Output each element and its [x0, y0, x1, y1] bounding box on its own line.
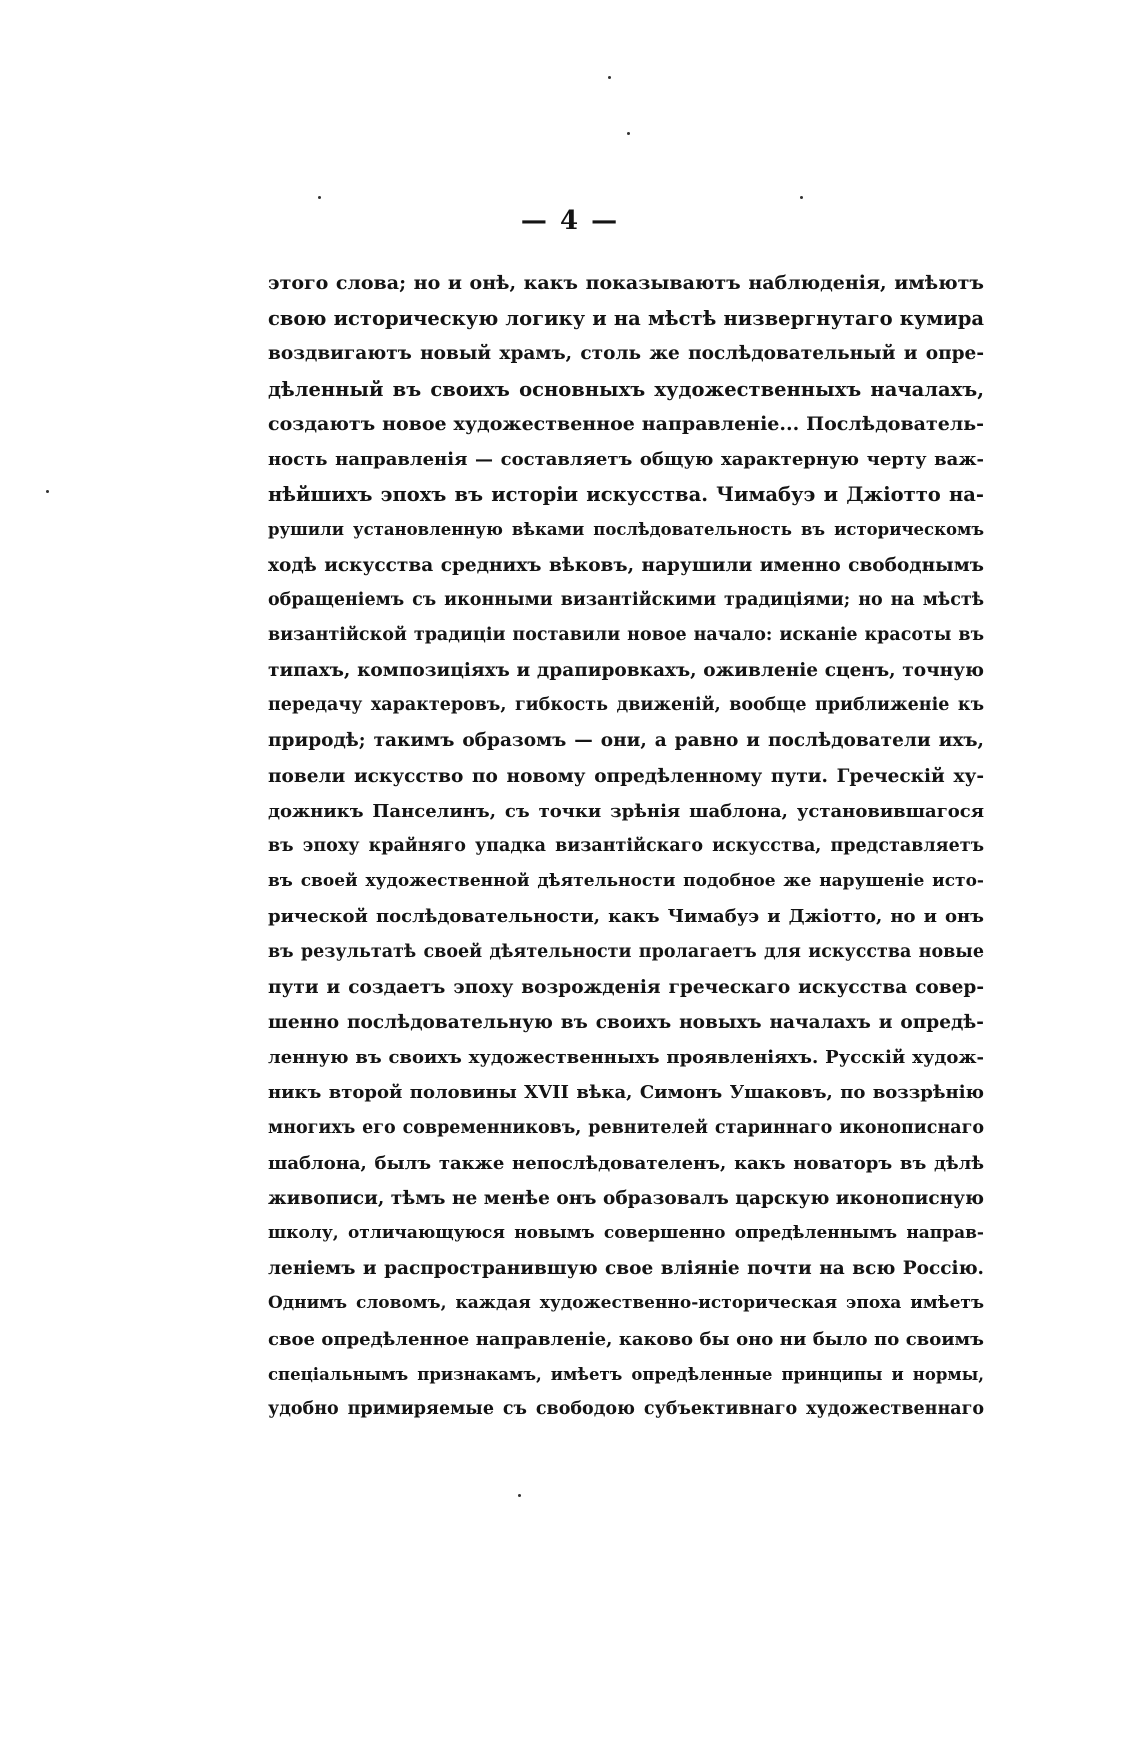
- print-speck: [318, 196, 321, 199]
- body-text: [268, 266, 984, 1427]
- text-line: рушили установленную вѣками послѣдовательность въ историческомъ: [268, 520, 984, 540]
- page-number: — 4 —: [520, 206, 620, 236]
- text-line: повели искусство по новому опредѣленному пути. Греческій ху-: [268, 765, 984, 787]
- text-line: живописи, тѣмъ не менѣе онъ образовалъ царскую иконописную: [268, 1187, 984, 1209]
- text-line: въ эпоху крайняго упадка византійскаго искусства, представляетъ: [268, 836, 984, 856]
- text-line: ленную въ своихъ художественныхъ проявленіяхъ. Русскій худож-: [268, 1047, 984, 1069]
- text-line: никъ второй половины XVII вѣка, Симонъ Ушаковъ, по воззрѣнію: [268, 1082, 984, 1104]
- text-line: удобно примиряемые съ свободою субъективнаго художественнаго: [268, 1399, 984, 1419]
- text-line: Однимъ словомъ, каждая художественно-историческая эпоха имѣетъ: [268, 1293, 984, 1314]
- text-line: воздвигаютъ новый храмъ, столь же послѣдовательный и опре-: [268, 343, 984, 365]
- print-speck: [608, 76, 611, 79]
- text-line: леніемъ и распространившую свое вліяніе почти на всю Россію.: [268, 1258, 984, 1280]
- text-line: спеціальнымъ признакамъ, имѣетъ опредѣленные принципы и нормы,: [268, 1364, 984, 1384]
- text-line: дожникъ Панселинъ, съ точки зрѣнія шаблона, установившагося: [268, 800, 984, 822]
- print-speck: [518, 1494, 521, 1497]
- text-line: свою историческую логику и на мѣстѣ низвергнутаго кумира: [268, 307, 984, 331]
- text-line: создаютъ новое художественное направленіе... Послѣдователь-: [268, 412, 984, 435]
- text-line: рической послѣдовательности, какъ Чимабуэ и Джіотто, но и онъ: [268, 906, 984, 928]
- text-line: дѣленный въ своихъ основныхъ художественныхъ началахъ,: [268, 377, 984, 401]
- text-line: этого слова; но и онѣ, какъ показываютъ наблюденія, имѣютъ: [268, 272, 984, 294]
- text-line: многихъ его современниковъ, ревнителей стариннаго иконописнаго: [268, 1117, 984, 1138]
- text-line: типахъ, композиціяхъ и драпировкахъ, оживленіе сценъ, точную: [268, 660, 984, 682]
- text-line: природѣ; такимъ образомъ — они, а равно и послѣдователи ихъ,: [268, 730, 984, 752]
- text-line: передачу характеровъ, гибкость движеній, вообще приближеніе къ: [268, 695, 984, 716]
- text-line: шенно послѣдовательную въ своихъ новыхъ началахъ и опредѣ-: [268, 1011, 984, 1033]
- text-line: нѣйшихъ эпохъ въ исторіи искусства. Чимабуэ и Джіотто на-: [268, 483, 984, 507]
- text-line: пути и создаетъ эпоху возрожденія греческаго искусства совер-: [268, 976, 984, 998]
- text-line: школу, отличающуюся новымъ совершенно опредѣленнымъ направ-: [268, 1223, 984, 1244]
- text-line: въ своей художественной дѣятельности подобное же нарушеніе исто-: [268, 871, 984, 892]
- text-line: въ результатѣ своей дѣятельности пролагаетъ для искусства новые: [268, 941, 984, 962]
- print-speck: [46, 490, 49, 493]
- text-line: свое опредѣленное направленіе, каково бы оно ни было по своимъ: [268, 1328, 984, 1350]
- print-speck: [627, 132, 630, 135]
- text-line: византійской традиціи поставили новое начало: исканіе красоты въ: [268, 624, 984, 645]
- text-line: ность направленія — составляетъ общую характерную черту важ-: [268, 448, 984, 470]
- text-line: шаблона, былъ также непослѣдователенъ, какъ новаторъ въ дѣлѣ: [268, 1152, 984, 1174]
- text-line: обращеніемъ съ иконными византійскими традиціями; но на мѣстѣ: [268, 589, 984, 610]
- text-line: ходѣ искусства среднихъ вѣковъ, нарушили именно свободнымъ: [268, 554, 984, 576]
- print-speck: [800, 196, 803, 199]
